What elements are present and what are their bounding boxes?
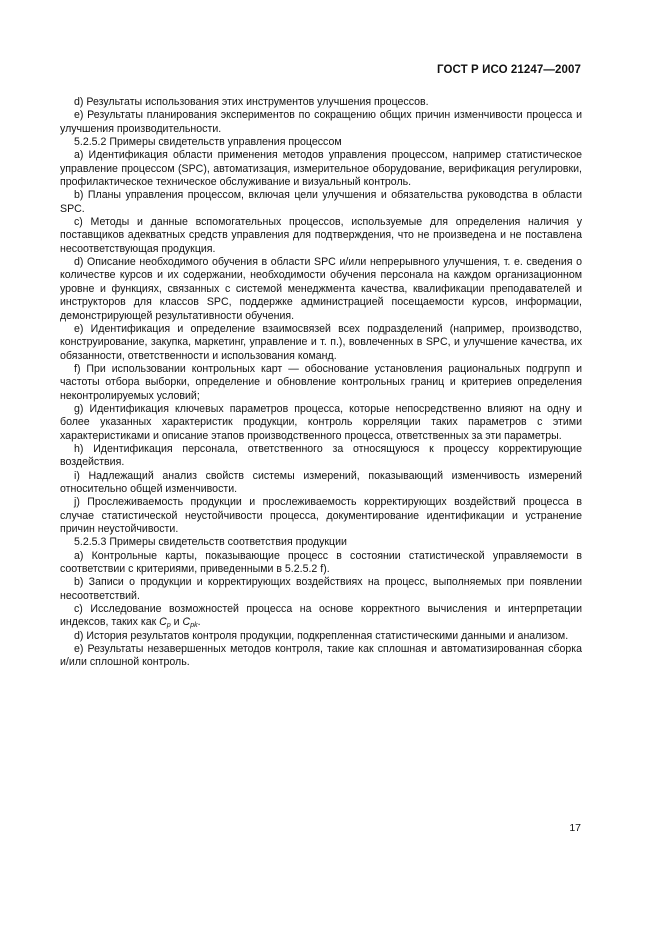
- document-header: ГОСТ Р ИСО 21247—2007: [436, 64, 581, 76]
- section-heading: 5.2.5.2 Примеры свидетельств управления процессом: [74, 136, 342, 149]
- paragraph: e) Результаты планирования экспериментов по сокращению общих причин изменчивости процесса и улучшения производительности.: [60, 109, 582, 135]
- paragraph: b) Планы управления процессом, включая цели улучшения и обязательства руководства в области SPC.: [60, 189, 582, 215]
- paragraph: h) Идентификация персонала, ответственного за относящуюся к процессу корректирующие воздействия.: [60, 442, 582, 469]
- paragraph: c) Методы и данные вспомогательных процессов, используемые для определения наличия у поставщиков адекватных средств управления для подтверждения, что не произведена и не поставлена несоответствующая продукция.: [60, 216, 582, 255]
- paragraph: d) Результаты использования этих инструментов улучшения процессов.: [74, 96, 429, 108]
- paragraph: i) Надлежащий анализ свойств системы измерений, показывающий изменчивость измерений относительно общей изменчивости.: [60, 469, 582, 495]
- paragraph: e) Идентификация и определение взаимосвязей всех подразделений (например, производство, конструирование, закупка, маркетинг, управление и т. п.), вовлеченных в SPC, и улучшение качества, их обязанности, ответственности и использования команд.: [60, 322, 582, 362]
- paragraph-capability: c) Исследование возможностей процесса на основе корректного вычисления и интерпретации индексов, таких как $C_p$ и $C_{pk}$.: [60, 603, 582, 630]
- paragraph: d) История результатов контроля продукции, подкрепленная статистическими данными и анализом.: [74, 629, 569, 642]
- paragraph: j) Прослеживаемость продукции и прослеживаемость корректирующих воздействий процесса в случае статистической неустойчивости процесса, документирование идентификации и устранение причин неустойчивости.: [60, 496, 582, 535]
- paragraph: a) Контрольные карты, показывающие процесс в состоянии статистической управляемости в соответствии с критериями, приведенными в 5.2.5.2 f).: [60, 549, 582, 576]
- page-body: [60, 96, 582, 670]
- page-number: 17: [569, 822, 581, 834]
- index-cp: $C_p$: [159, 616, 171, 630]
- paragraph: f) При использовании контрольных карт — обоснование установления рациональных подгрупп и частоты отбора выборки, определение и обновление контрольных границ и критериев определения неконтролируемых условий;: [60, 362, 582, 402]
- capability-text: c) Исследование возможностей процесса на основе корректного вычисления и интерпретации индексов, таких как: [60, 603, 582, 629]
- paragraph: e) Результаты незавершенных методов контроля, такие как сплошная и автоматизированная сборка и/или сплошной контроль.: [60, 643, 582, 669]
- paragraph: b) Записи о продукции и корректирующих воздействиях на процесс, выполняемых при появлении несоответствий.: [60, 576, 582, 602]
- index-cpk: $C_{pk}$: [182, 616, 198, 630]
- paragraph: g) Идентификация ключевых параметров процесса, которые непосредственно влияют на одну и более указанных характеристик продукции, контроль корреляции таких параметров с этими характеристиками и описание этапов производственного процесса, ответственных за эти параметры.: [60, 402, 582, 442]
- section-heading: 5.2.5.3 Примеры свидетельств соответствия продукции: [74, 536, 347, 549]
- paragraph: a) Идентификация области применения методов управления процессом, например статистическое управление процессом (SPC), автоматизация, измерительное оборудование, верификация регулировки, профилактическое техническое обслуживание и визуальный контроль.: [60, 149, 582, 189]
- paragraph: d) Описание необходимого обучения в области SPC и/или непрерывного улучшения, т. е. сведения о количестве курсов и их содержании, необходимости обучения персонала на каждом организационном уровне и функциях, связанных с системой менеджмента качества, квалификации преподавателей и инструкторов для классов SPC, поддержке администрацией посещаемости курсов, информации, демонстрирующей результативности обучения.: [60, 256, 582, 322]
